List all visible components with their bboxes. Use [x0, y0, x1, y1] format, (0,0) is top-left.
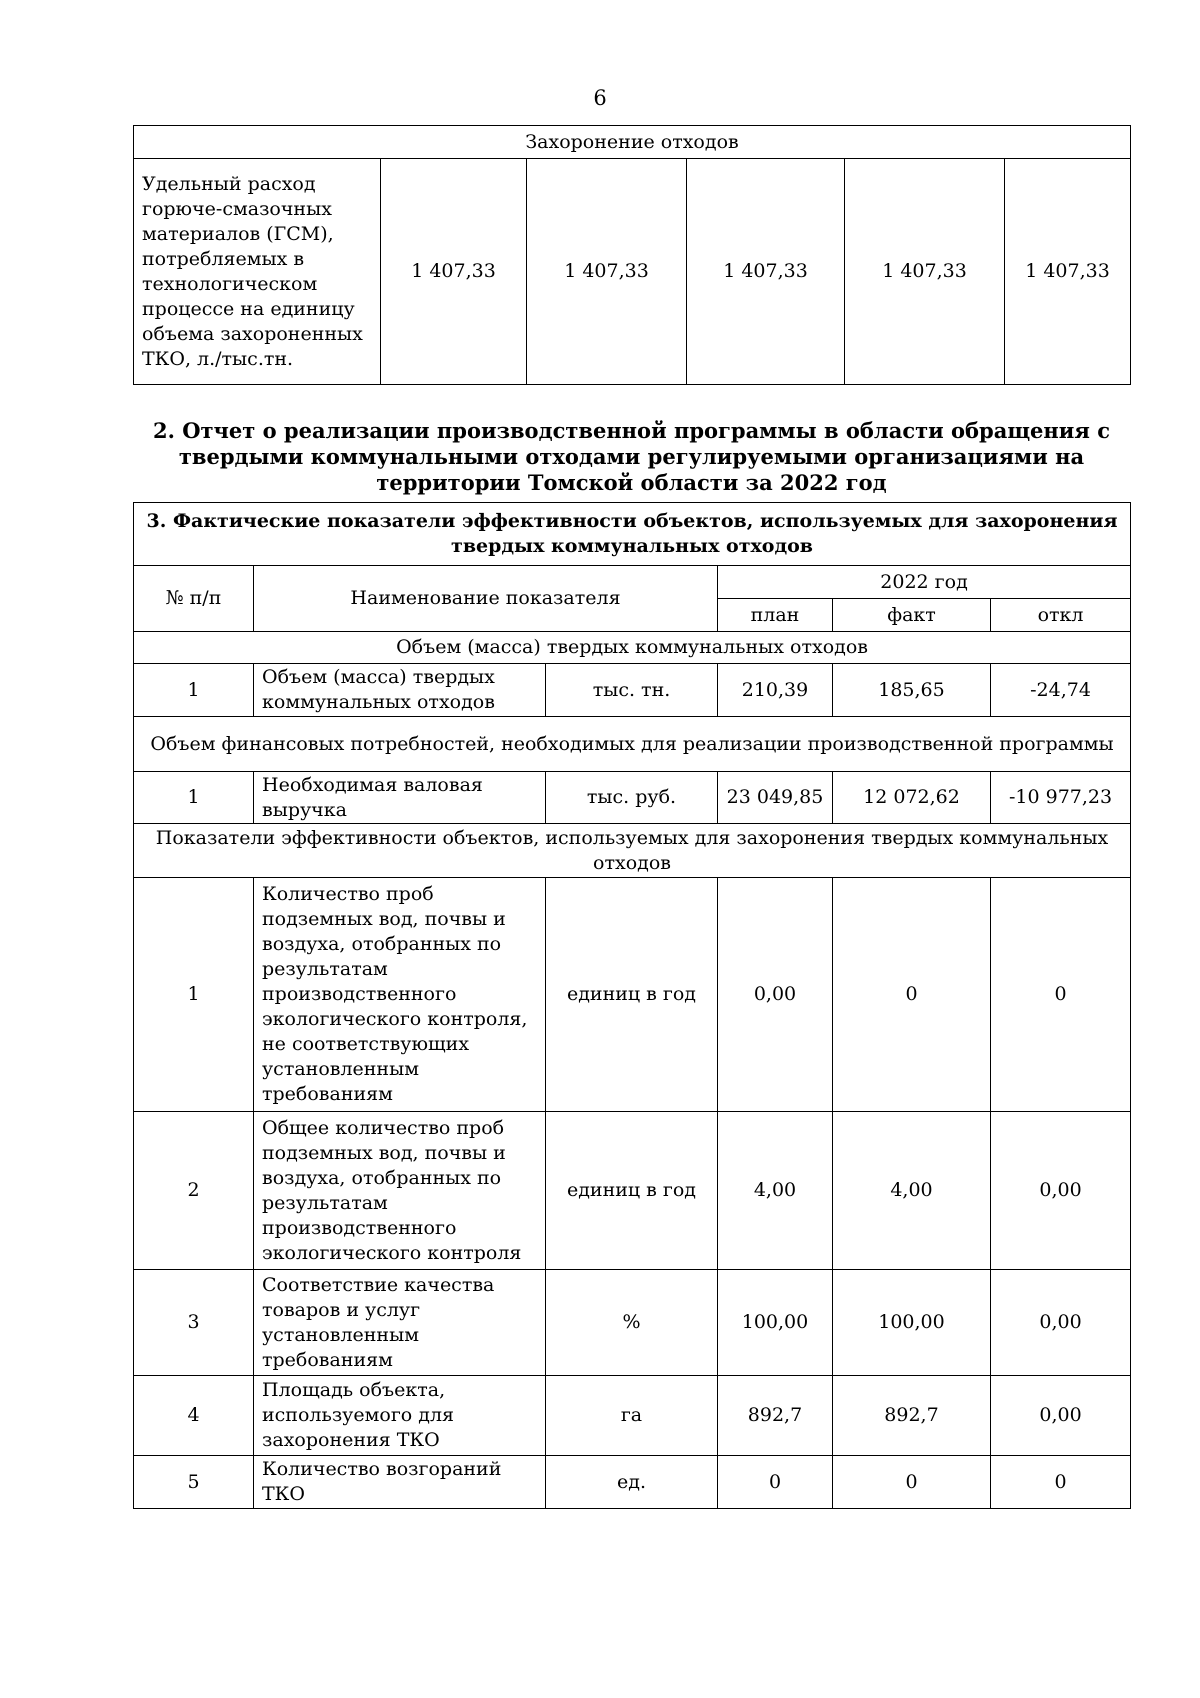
row-num: 1 — [134, 878, 254, 1112]
row-num: 4 — [134, 1376, 254, 1456]
row-fact: 0 — [833, 1456, 991, 1509]
row-dev: 0,00 — [991, 1112, 1131, 1270]
header-num: № п/п — [134, 566, 254, 632]
row-plan: 210,39 — [718, 664, 833, 717]
top-table-value: 1 407,33 — [845, 159, 1005, 385]
row-num: 3 — [134, 1270, 254, 1376]
row-unit: ед. — [546, 1456, 718, 1509]
main-table-title: 3. Фактические показатели эффективности объектов, используемых для захоронения твердых коммунальных отходов — [134, 503, 1131, 566]
row-name: Количество возгораний ТКО — [254, 1456, 546, 1509]
header-year: 2022 год — [718, 566, 1131, 599]
top-table-value: 1 407,33 — [527, 159, 687, 385]
row-plan: 4,00 — [718, 1112, 833, 1270]
main-table — [133, 502, 1131, 1509]
row-fact: 4,00 — [833, 1112, 991, 1270]
row-plan: 100,00 — [718, 1270, 833, 1376]
row-dev: 0,00 — [991, 1376, 1131, 1456]
table-row — [134, 1456, 1131, 1509]
row-name: Соответствие качества товаров и услуг установленным требованиям — [254, 1270, 546, 1376]
row-dev: 0 — [991, 878, 1131, 1112]
row-num: 1 — [134, 664, 254, 717]
row-dev: 0 — [991, 1456, 1131, 1509]
top-table-value: 1 407,33 — [381, 159, 527, 385]
row-dev: -24,74 — [991, 664, 1131, 717]
row-unit: тыс. руб. — [546, 772, 718, 824]
report-heading: 2. Отчет о реализации производственной программы в области обращения с твердыми коммунальными отходами регулируемыми организациями на территории Томской области за 2022 год — [153, 418, 1110, 495]
row-plan: 0,00 — [718, 878, 833, 1112]
row-plan: 0 — [718, 1456, 833, 1509]
row-name: Объем (масса) твердых коммунальных отходов — [254, 664, 546, 717]
row-unit: % — [546, 1270, 718, 1376]
table-row — [134, 878, 1131, 1112]
top-table-section-title: Захоронение отходов — [134, 126, 1131, 159]
row-num: 2 — [134, 1112, 254, 1270]
row-dev: 0,00 — [991, 1270, 1131, 1376]
row-name: Количество проб подземных вод, почвы и воздуха, отобранных по результатам производственного экологического контроля, не соответствующих установленным требованиям — [254, 878, 546, 1112]
header-dev: откл — [991, 599, 1131, 632]
row-name: Общее количество проб подземных вод, почвы и воздуха, отобранных по результатам производственного экологического контроля — [254, 1112, 546, 1270]
row-name: Необходимая валовая выручка — [254, 772, 546, 824]
header-name: Наименование показателя — [254, 566, 718, 632]
top-table-value: 1 407,33 — [687, 159, 845, 385]
row-unit: единиц в год — [546, 1112, 718, 1270]
section-title: Объем финансовых потребностей, необходимых для реализации производственной программы — [134, 717, 1131, 772]
row-unit: единиц в год — [546, 878, 718, 1112]
row-plan: 23 049,85 — [718, 772, 833, 824]
table-row — [134, 1376, 1131, 1456]
row-fact: 185,65 — [833, 664, 991, 717]
top-table-value: 1 407,33 — [1005, 159, 1131, 385]
row-fact: 100,00 — [833, 1270, 991, 1376]
table-row — [134, 1270, 1131, 1376]
table-row — [134, 664, 1131, 717]
row-unit: тыс. тн. — [546, 664, 718, 717]
row-fact: 892,7 — [833, 1376, 991, 1456]
table-row — [134, 1112, 1131, 1270]
header-fact: факт — [833, 599, 991, 632]
section-title: Показатели эффективности объектов, используемых для захоронения твердых коммунальных отходов — [134, 824, 1131, 878]
row-fact: 0 — [833, 878, 991, 1112]
row-unit: га — [546, 1376, 718, 1456]
row-num: 1 — [134, 772, 254, 824]
header-plan: план — [718, 599, 833, 632]
top-table-row-name: Удельный расход горюче-смазочных материалов (ГСМ), потребляемых в технологическом процессе на единицу объема захороненных ТКО, л./тыс.тн. — [134, 159, 381, 385]
row-num: 5 — [134, 1456, 254, 1509]
page-number: 6 — [593, 86, 607, 110]
top-table — [133, 125, 1131, 385]
section-title: Объем (масса) твердых коммунальных отходов — [134, 632, 1131, 664]
row-name: Площадь объекта, используемого для захоронения ТКО — [254, 1376, 546, 1456]
row-dev: -10 977,23 — [991, 772, 1131, 824]
row-fact: 12 072,62 — [833, 772, 991, 824]
table-row — [134, 772, 1131, 824]
row-plan: 892,7 — [718, 1376, 833, 1456]
